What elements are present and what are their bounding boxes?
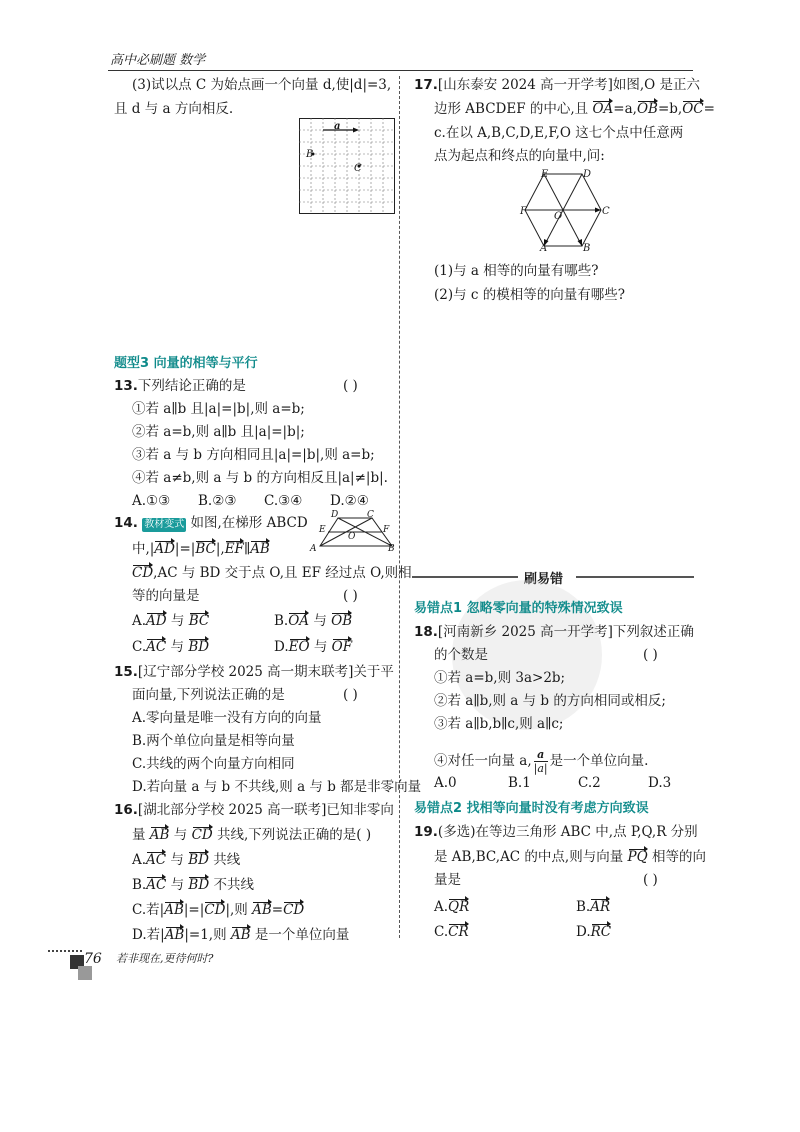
fig14-C: C bbox=[367, 510, 374, 520]
q18-option-d[interactable]: D.3 bbox=[648, 775, 672, 791]
grid-figure bbox=[299, 118, 395, 214]
fig17-A: A bbox=[540, 243, 548, 254]
q15-option-d[interactable]: D.若向量 a 与 b 不共线,则 a 与 b 都是非零向量 bbox=[132, 779, 422, 795]
q14-line1: 14. 教材变式 如图,在梯形 ABCD bbox=[114, 515, 308, 531]
q15-answer-paren[interactable]: ( ) bbox=[343, 687, 358, 703]
grid-label-B: B bbox=[306, 149, 314, 160]
footer-dots bbox=[48, 950, 82, 953]
q17-line3: c.在以 A,B,C,D,E,F,O 这七个点中任意两 bbox=[434, 125, 684, 141]
page-number: 76 bbox=[84, 951, 102, 967]
q14-line3: CD,AC 与 BD 交于点 O,且 EF 经过点 O,则相 bbox=[132, 565, 412, 581]
fig14-F: F bbox=[383, 525, 390, 535]
q19-option-d[interactable]: D.RC bbox=[576, 924, 612, 940]
q15-option-a[interactable]: A.零向量是唯一没有方向的向量 bbox=[132, 710, 322, 726]
q19-answer-paren[interactable]: ( ) bbox=[643, 872, 658, 888]
err2-title: 易错点2 找相等向量时没有考虑方向致误 bbox=[414, 801, 649, 816]
q14-option-b[interactable]: B.OA 与 OB bbox=[274, 613, 353, 629]
q13-item-4: ④若 a≠b,则 a 与 b 的方向相反且|a|≠|b|. bbox=[132, 470, 388, 486]
q17-sub2: (2)与 c 的模相等的向量有哪些? bbox=[434, 287, 626, 303]
q19-option-a[interactable]: A.QR bbox=[434, 899, 470, 915]
q16-option-c[interactable]: C.若|AB|=|CD|,则 AB=CD bbox=[132, 902, 305, 918]
q14-line2: 中,|AD|=|BC|,EF∥AB bbox=[132, 541, 270, 557]
q14-option-d[interactable]: D.EO 与 OF bbox=[274, 639, 353, 655]
q15-option-b[interactable]: B.两个单位向量是相等向量 bbox=[132, 733, 295, 749]
hexagon-figure bbox=[518, 168, 608, 252]
q14-answer-paren[interactable]: ( ) bbox=[343, 588, 358, 604]
q13-item-2: ②若 a=b,则 a∥b 且|a|=|b|; bbox=[132, 424, 305, 440]
q13-option-d[interactable]: D.②④ bbox=[330, 493, 369, 509]
grid-label-a: a bbox=[334, 121, 341, 132]
q18-item-1: ①若 a=b,则 3a>2b; bbox=[434, 670, 566, 686]
q16-option-a[interactable]: A.AC 与 BD 共线 bbox=[132, 852, 241, 868]
q13-option-a[interactable]: A.①③ bbox=[132, 493, 171, 509]
fig14-A: A bbox=[310, 544, 317, 554]
q13-answer-paren[interactable]: ( ) bbox=[343, 378, 358, 394]
q17-line4: 点为起点和终点的向量中,问: bbox=[434, 148, 605, 164]
q17-line1: 17.[山东泰安 2024 高一开学考]如图,O 是正六 bbox=[414, 77, 701, 93]
q16-line2: 量 AB 与 CD 共线,下列说法正确的是( ) bbox=[132, 827, 372, 843]
footer-square-gray bbox=[78, 966, 92, 980]
q14-line4: 等的向量是 bbox=[132, 588, 200, 604]
q19-option-c[interactable]: C.CR bbox=[434, 924, 469, 940]
textbook-variant-tag: 教材变式 bbox=[144, 519, 185, 530]
q15-option-c[interactable]: C.共线的两个向量方向相同 bbox=[132, 756, 295, 772]
q18-item-2: ②若 a∥b,则 a 与 b 的方向相同或相反; bbox=[434, 693, 666, 709]
q18-answer-paren[interactable]: ( ) bbox=[643, 647, 658, 663]
fig17-B: B bbox=[583, 243, 591, 254]
fig17-C: C bbox=[602, 206, 610, 217]
q19-line1: 19.(多选)在等边三角形 ABC 中,点 P,Q,R 分别 bbox=[414, 824, 698, 840]
fig14-B: B bbox=[388, 544, 395, 554]
footer-motto: 若非现在,更待何时? bbox=[116, 952, 214, 965]
q17-line2: 边形 ABCDEF 的中心,且 OA=a,OB=b,OC= bbox=[434, 101, 715, 117]
q18-item-3: ③若 a∥b,b∥c,则 a∥c; bbox=[434, 716, 564, 732]
fig17-O: O bbox=[554, 211, 563, 222]
q18-item-4: ④对任一向量 a, $\frac{a}{|a|}$ 是一个单位向量. bbox=[434, 748, 649, 775]
fig17-F: F bbox=[520, 206, 527, 217]
q19-line3: 量是 bbox=[434, 872, 461, 888]
q14-option-a[interactable]: A.AD 与 BC bbox=[132, 613, 210, 629]
fig14-O: O bbox=[348, 532, 356, 542]
q16-option-d[interactable]: D.若|AB|=1,则 AB 是一个单位向量 bbox=[132, 927, 350, 943]
header-rule bbox=[108, 70, 693, 71]
q14-option-c[interactable]: C.AC 与 BD bbox=[132, 639, 210, 655]
q13-option-c[interactable]: C.③④ bbox=[264, 493, 303, 509]
q16-option-b[interactable]: B.AC 与 BD 不共线 bbox=[132, 877, 254, 893]
q18-option-b[interactable]: B.1 bbox=[508, 775, 531, 791]
fig17-D: D bbox=[583, 169, 592, 180]
q12-3-line1: (3)试以点 C 为始点画一个向量 d,使|d|=3, bbox=[132, 77, 392, 93]
fig14-E: E bbox=[319, 525, 326, 535]
q19-option-b[interactable]: B.AR bbox=[576, 899, 611, 915]
q18-line1: 18.[河南新乡 2025 高一开学考]下列叙述正确 bbox=[414, 624, 694, 640]
q12-3-line2: 且 d 与 a 方向相反. bbox=[114, 101, 234, 117]
shua-yicuo-title: 刷易错 bbox=[524, 572, 564, 587]
fig17-E: E bbox=[541, 169, 549, 180]
q18-option-c[interactable]: C.2 bbox=[578, 775, 601, 791]
q13-item-3: ③若 a 与 b 方向相同且|a|=|b|,则 a=b; bbox=[132, 447, 375, 463]
q16-line1: 16.[湖北部分学校 2025 高一联考]已知非零向 bbox=[114, 802, 394, 818]
q19-line2: 是 AB,BC,AC 的中点,则与向量 PQ 相等的向 bbox=[434, 849, 706, 865]
q13-option-b[interactable]: B.②③ bbox=[198, 493, 237, 509]
page-header: 高中必刷题 数学 bbox=[110, 53, 206, 68]
q18-line2: 的个数是 bbox=[434, 647, 488, 663]
q18-option-a[interactable]: A.0 bbox=[434, 775, 457, 791]
q15-line1: 15.[辽宁部分学校 2025 高一期末联考]关于平 bbox=[114, 664, 394, 680]
q13-item-1: ①若 a∥b 且|a|=|b|,则 a=b; bbox=[132, 401, 305, 417]
section-title-3: 题型3 向量的相等与平行 bbox=[114, 356, 258, 371]
shua-yicuo-banner bbox=[412, 571, 694, 587]
q17-sub1: (1)与 a 相等的向量有哪些? bbox=[434, 263, 599, 279]
q15-line2: 面向量,下列说法正确的是 bbox=[132, 687, 285, 703]
grid-label-C: C bbox=[354, 163, 362, 174]
column-divider bbox=[399, 76, 400, 938]
err1-title: 易错点1 忽略零向量的特殊情况致误 bbox=[414, 601, 623, 616]
q13-stem: 13.下列结论正确的是 bbox=[114, 378, 246, 394]
fig14-D: D bbox=[331, 510, 339, 520]
